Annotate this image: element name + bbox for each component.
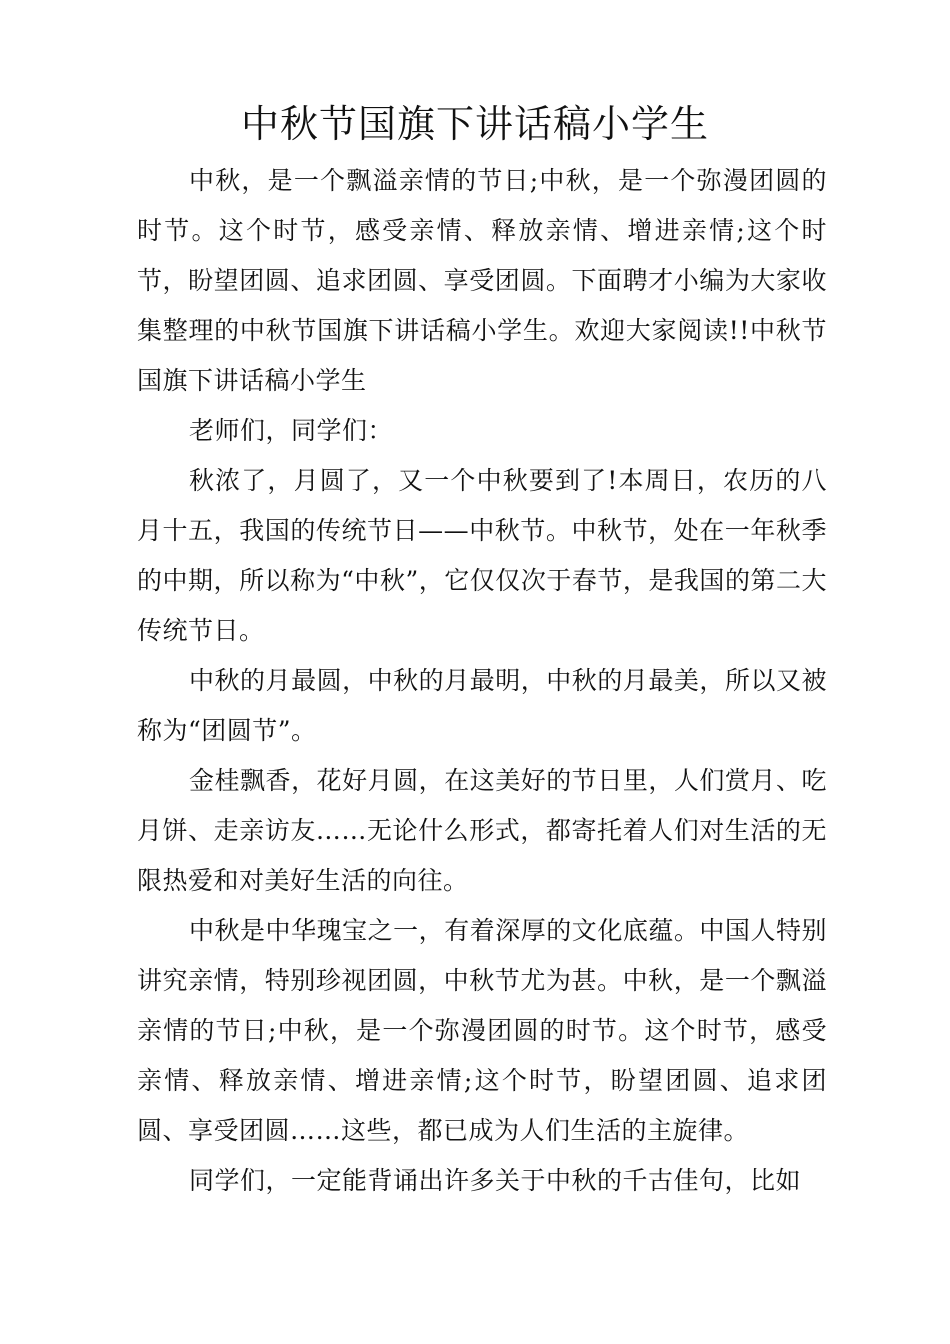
paragraph-autumn: 秋浓了，月圆了，又一个中秋要到了!本周日，农历的八月十五，我国的传统节日——中秋节。中秋节，处在一年秋季的中期，所以称为“中秋”，它仅仅次于春节，是我国的第二大传统节日。 — [137, 466, 827, 645]
document-body — [137, 156, 827, 1206]
paragraph-intro: 中秋，是一个飘溢亲情的节日;中秋，是一个弥漫团圆的时节。这个时节，感受亲情、释放亲情、增进亲情;这个时节，盼望团圆、追求团圆、享受团圆。下面聘才小编为大家收集整理的中秋节国旗下讲话稿小学生。欢迎大家阅读!!中秋节国旗下讲话稿小学生 — [137, 166, 827, 395]
paragraph-osmanthus: 金桂飘香，花好月圆，在这美好的节日里，人们赏月、吃月饼、走亲访友……无论什么形式，都寄托着人们对生活的无限热爱和对美好生活的向往。 — [137, 766, 827, 895]
paragraph-students: 同学们，一定能背诵出许多关于中秋的千古佳句，比如 — [189, 1166, 802, 1195]
paragraph-salutation: 老师们，同学们： — [189, 416, 394, 445]
paragraph-culture: 中秋是中华瑰宝之一，有着深厚的文化底蕴。中国人特别讲究亲情，特别珍视团圆，中秋节尤为甚。中秋，是一个飘溢亲情的节日;中秋，是一个弥漫团圆的时节。这个时节，感受亲情、释放亲情、增进亲情;这个时节，盼望团圆、追求团圆、享受团圆……这些，都已成为人们生活的主旋律。 — [137, 916, 827, 1145]
paragraph-moon: 中秋的月最圆，中秋的月最明，中秋的月最美，所以又被称为“团圆节”。 — [137, 666, 827, 745]
document-title: 中秋节国旗下讲话稿小学生 — [240, 102, 709, 146]
